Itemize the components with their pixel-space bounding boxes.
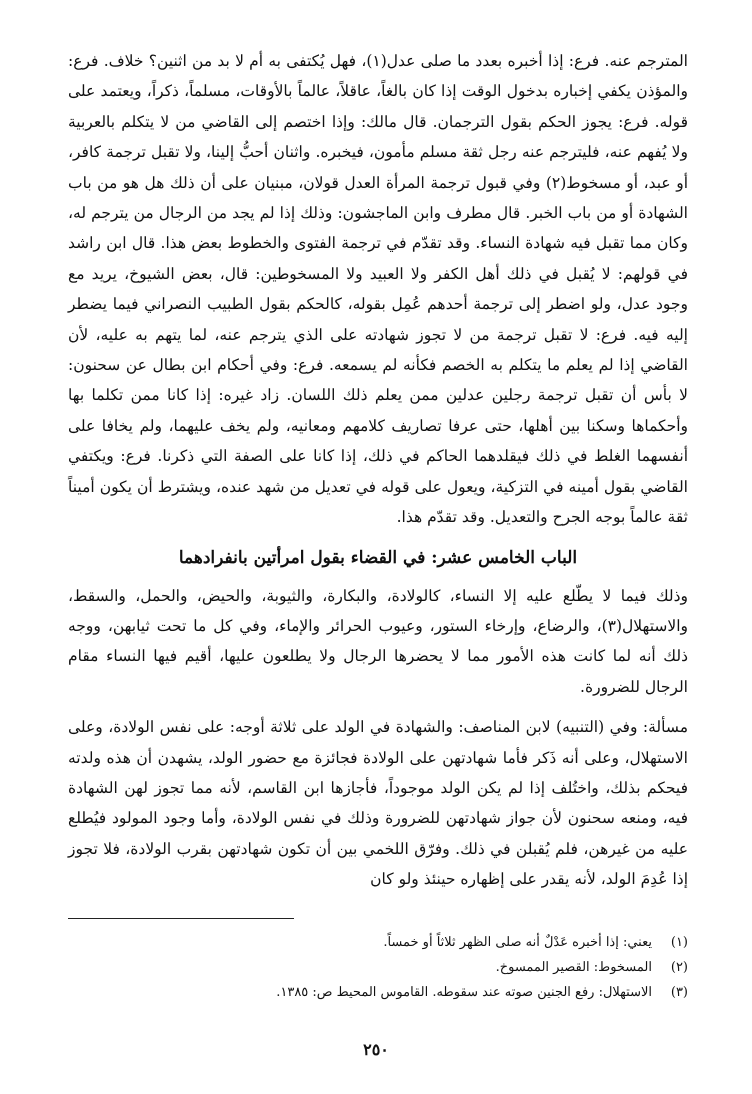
chapter-heading: الباب الخامس عشر: في القضاء بقول امرأتين بانفرادهما bbox=[178, 547, 578, 568]
footnote-separator bbox=[68, 918, 294, 919]
footnote-item bbox=[68, 930, 688, 955]
page-body bbox=[68, 46, 688, 895]
footnote-item bbox=[68, 980, 688, 1005]
paragraph-women-witness: وذلك فيما لا يطّلع عليه إلا النساء، كالولادة، والبكارة، والثيوبة، والحيض، والحمل، والسقط، والاستهلال(٣)، والرضاع، وإرخاء الستور، وعيوب الحرائر والإماء، وفي كل ما تحت ثيابهن، ووجه ذلك أنه لما كانت هذه الأمور مما لا يحضرها الرجال ولا يطلعون عليها، أقيم فيها النساء مقام الرجال للضرورة. bbox=[68, 586, 688, 696]
paragraph-translator: المترجم عنه. فرع: إذا أخبره بعدد ما صلى عدل(١)، فهل يُكتفى به أم لا بد من اثنين؟ خلاف. فرع: والمؤذن يكفي إخباره بدخول الوقت إذا كان بالغاً، عاقلاً، عالماً بالأوقات، مسلماً، ذكراً، ويعتمد على قوله. فرع: يجوز الحكم بقول الترجمان. قال مالك: وإذا اختصم إلى القاضي من لا يتكلم بالعربية ولا يُفهم عنه، فليترجم عنه رجل ثقة مسلم مأمون، فيخبره. واثنان أحبُّ إلينا، ولا تقبل ترجمة كافر، أو عبد، أو مسخوط(٢) وفي قبول ترجمة المرأة العدل قولان، مبنيان على أن ذلك هل هو من باب الشهادة أو من باب الخبر. قال مطرف وابن الماجشون: وذلك إذا لم يجد من الرجال من يترجم له، وكان مما تقبل فيه شهادة النساء. وقد تقدّم في ترجمة الفتوى والخطوط بعض هذا. قال ابن راشد في قولهم: لا يُقبل في ذلك أهل الكفر ولا العبيد ولا المسخوطين: قال، بعض الشيوخ، يريد مع وجود عدل، ولو اضطر إلى ترجمة أحدهم عُمِل بقوله، كالحكم بقول الطبيب النصراني فيما يضطر إليه فيه. فرع: لا تقبل ترجمة من لا تجوز شهادته على الذي يترجم عنه، لما يتهم به عليه، لأن القاضي إذا لم يعلم ما يتكلم به الخصم فكأنه لم يسمعه. فرع: وفي أحكام ابن بطال عن سحنون: لا بأس أن تقبل ترجمة رجلين عدلين ممن يعلم ذلك اللسان. زاد غيره: إذا كانا ممن تكلما بها وأحكماها وسكنا بين أهلها، حتى عرفا تصاريف كلامهم ومعانيه، ولم يخف عليهما، ولم يخافا على أنفسهما الغلط في ذلك فيقلدهما الحاكم في ذلك، إذا كانا على الصفة التي ذكرنا. فرع: ويكتفي القاضي بقول أمينه في التزكية، ويعول على قوله في تعديل من شهد عنده، ويشترط أن يكون أميناً ثقة عالماً بوجه الجرح والتعديل. وقد تقدّم هذا. bbox=[68, 52, 688, 527]
footnotes bbox=[68, 930, 688, 1005]
paragraph-issue-birth: مسألة: وفي (التنبيه) لابن المناصف: والشهادة في الولد على ثلاثة أوجه: على نفس الولادة، وعلى الاستهلال، وعلى أنه ذَكر فأما شهادتهن على الولادة فجائزة مع حضور الولد، يشهدن أن هذه ولدته فيحكم بذلك، واختُلف إذا لم يكن الولد موجوداً، فأجازها ابن القاسم، لأنه مما تجوز لهن الشهادة فيه، ومنعه سحنون لأن جواز شهادتهن للضرورة وذلك في نفس الولادة، وأما وجود المولود فيُطلع عليه من غيرهن، فلم يُقبلن في ذلك. وفرّق اللخمي بين أن تكون شهادتهن بقرب الولادة، فلا تجوز إذا عُدِمَ الولد، لأنه يقدر على إظهاره حينئذ ولو كان bbox=[68, 718, 688, 889]
footnote-number: (١) bbox=[670, 935, 688, 950]
footnote-text: الاستهلال: رفع الجنين صوته عند سقوطه. القاموس المحيط ص: ١٣٨٥. bbox=[276, 985, 652, 1000]
footnote-text: المسخوط: القصير الممسوخ. bbox=[495, 960, 652, 975]
footnote-text: يعني: إذا أخبره عَدْلٌ أنه صلى الظهر ثلاثاً أو خمساً. bbox=[383, 935, 652, 950]
footnote-item bbox=[68, 955, 688, 980]
footnote-number: (٣) bbox=[670, 985, 688, 1000]
footnote-number: (٢) bbox=[670, 960, 688, 975]
page-number: ٢٥٠ bbox=[363, 1040, 389, 1059]
